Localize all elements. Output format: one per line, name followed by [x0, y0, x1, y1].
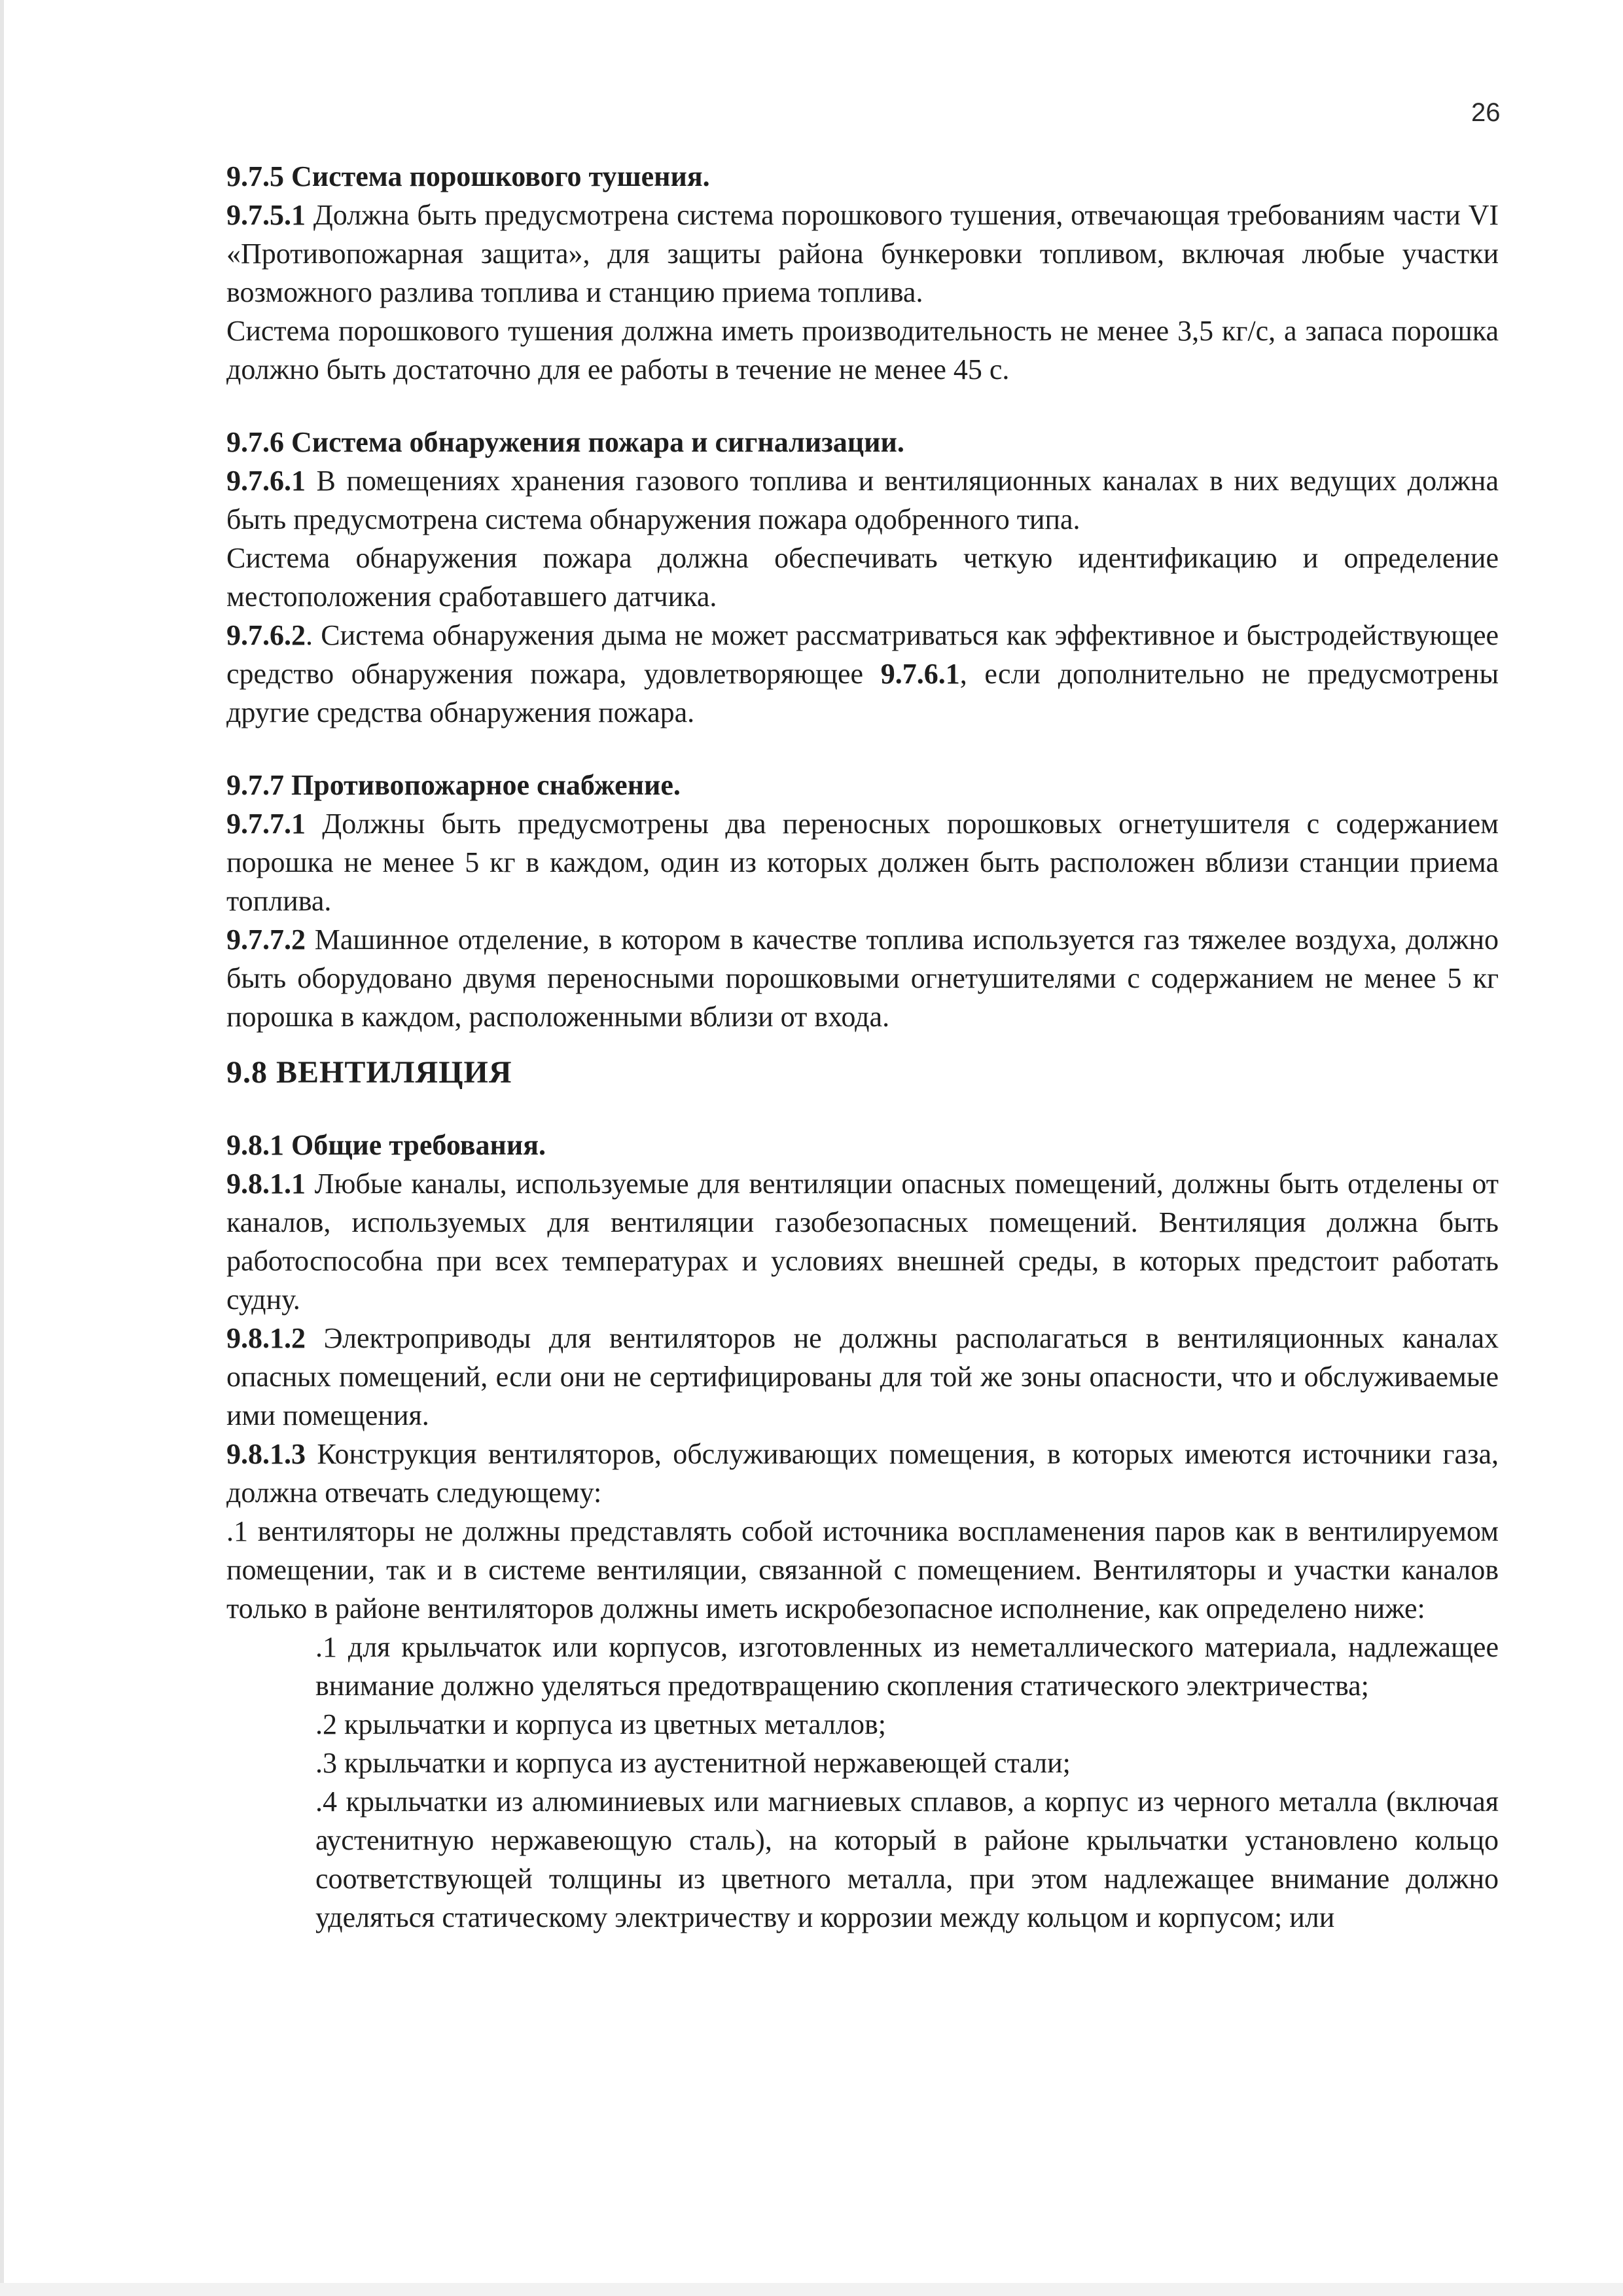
paragraph-9-8-1-1: [226, 1164, 1499, 1319]
clause-text: Должна быть предусмотрена система порошкового тушения, отвечающая требованиям части VI «Противопожарная защита», для защиты района бункеровки топливом, включая любые участки возможного разлива топлива и станцию приема топлива.: [226, 199, 1499, 308]
sub-list-item-3: .3 крыльчатки и корпуса из аустенитной нержавеющей стали;: [315, 1747, 1071, 1779]
sub-list-item-2: .2 крыльчатки и корпуса из цветных металлов;: [315, 1708, 886, 1740]
paragraph-9-7-5-1-cont: Система порошкового тушения должна иметь производительность не менее 3,5 кг/с, а запаса порошка должно быть достаточно для ее работы в течение не менее 45 с.: [226, 315, 1499, 386]
clause-text: Любые каналы, используемые для вентиляции опасных помещений, должны быть отделены от каналов, используемых для вентиляции газобезопасных помещений. Вентиляция должна быть работоспособна при всех температурах и условиях внешней среды, в которых предстоит работать судну.: [226, 1168, 1499, 1316]
clause-number: 9.8.1.1: [226, 1168, 306, 1200]
section-heading-9-7-7: 9.7.7 Противопожарное снабжение.: [226, 769, 681, 801]
paragraph-9-7-7-1: [226, 804, 1499, 920]
clause-number: 9.7.7.1: [226, 808, 306, 840]
clause-text: Конструкция вентиляторов, обслуживающих помещения, в которых имеются источники газа, должна отвечать следующему:: [226, 1438, 1499, 1509]
clause-text: . Система обнаружения дыма не может рассматриваться как эффективное и быстродействующее средство обнаружения пожара, удовлетворяющее: [226, 619, 1499, 690]
spacer: [226, 732, 1499, 766]
section-title-9-8: 9.8 ВЕНТИЛЯЦИЯ: [226, 1055, 512, 1090]
clause-number: 9.7.7.2: [226, 924, 306, 956]
clause-number: 9.7.5.1: [226, 199, 306, 231]
paragraph-9-7-5-1: [226, 196, 1499, 312]
paragraph-9-7-6-1-cont: Система обнаружения пожара должна обеспечивать четкую идентификацию и определение местоположения сработавшего датчика.: [226, 542, 1499, 613]
paragraph-9-8-1-3: [226, 1435, 1499, 1512]
clause-number: 9.8.1.3: [226, 1438, 306, 1470]
sub-list-item-1: .1 для крыльчаток или корпусов, изготовленных из неметаллического материала, надлежащее внимание должно уделяться предотвращению скопления статического электричества;: [315, 1631, 1499, 1702]
clause-text: Машинное отделение, в котором в качестве топлива используется газ тяжелее воздуха, должно быть оборудовано двумя переносными порошковыми огнетушителями с содержанием не менее 5 кг порошка в каждом, расположенными вблизи от входа.: [226, 924, 1499, 1033]
section-heading-9-7-6: 9.7.6 Система обнаружения пожара и сигнализации.: [226, 426, 904, 458]
paragraph-9-7-6-2: [226, 616, 1499, 732]
clause-number: 9.7.6.2: [226, 619, 306, 651]
clause-text: Электроприводы для вентиляторов не должны располагаться в вентиляционных каналах опасных помещений, если они не сертифицированы для той же зоны опасности, что и обслуживаемые ими помещения.: [226, 1322, 1499, 1431]
sub-list-item-4: .4 крыльчатки из алюминиевых или магниевых сплавов, а корпус из черного металла (включая аустенитную нержавеющую сталь), на который в районе крыльчатки установлено кольцо соответствующей толщины из цветного металла, при этом надлежащее внимание должно уделяться статическому электричеству и коррозии между кольцом и корпусом; или: [315, 1785, 1499, 1933]
page-number: 26: [1471, 98, 1501, 127]
section-heading-9-8-1: 9.8.1 Общие требования.: [226, 1129, 546, 1161]
spacer: [226, 389, 1499, 423]
paragraph-9-7-6-1: [226, 461, 1499, 539]
clause-text: В помещениях хранения газового топлива и вентиляционных каналах в них ведущих должна быть предусмотрена система обнаружения пожара одобренного типа.: [226, 465, 1499, 535]
document-body: [226, 157, 1499, 1937]
scan-edge-shadow: [0, 0, 4, 2296]
scan-bottom-shadow: [0, 2283, 1623, 2296]
clause-text: , если дополнительно не предусмотрены другие средства обнаружения пожара.: [226, 658, 1499, 728]
clause-number: 9.8.1.2: [226, 1322, 306, 1354]
clause-text: Должны быть предусмотрены два переносных порошковых огнетушителя с содержанием порошка не менее 5 кг в каждом, один из которых должен быть расположен вблизи станции приема топлива.: [226, 808, 1499, 917]
spacer: [226, 1092, 1499, 1126]
clause-reference: 9.7.6.1: [880, 658, 960, 690]
clause-number: 9.7.6.1: [226, 465, 306, 497]
list-item-1: .1 вентиляторы не должны представлять собой источника воспламенения паров как в вентилируемом помещении, так и в системе вентиляции, связанной с помещением. Вентиляторы и участки каналов только в районе вентиляторов должны иметь искробезопасное исполнение, как определено ниже:: [226, 1515, 1499, 1624]
section-heading-9-7-5: 9.7.5 Система порошкового тушения.: [226, 160, 710, 192]
paragraph-9-7-7-2: [226, 920, 1499, 1036]
paragraph-9-8-1-2: [226, 1319, 1499, 1435]
